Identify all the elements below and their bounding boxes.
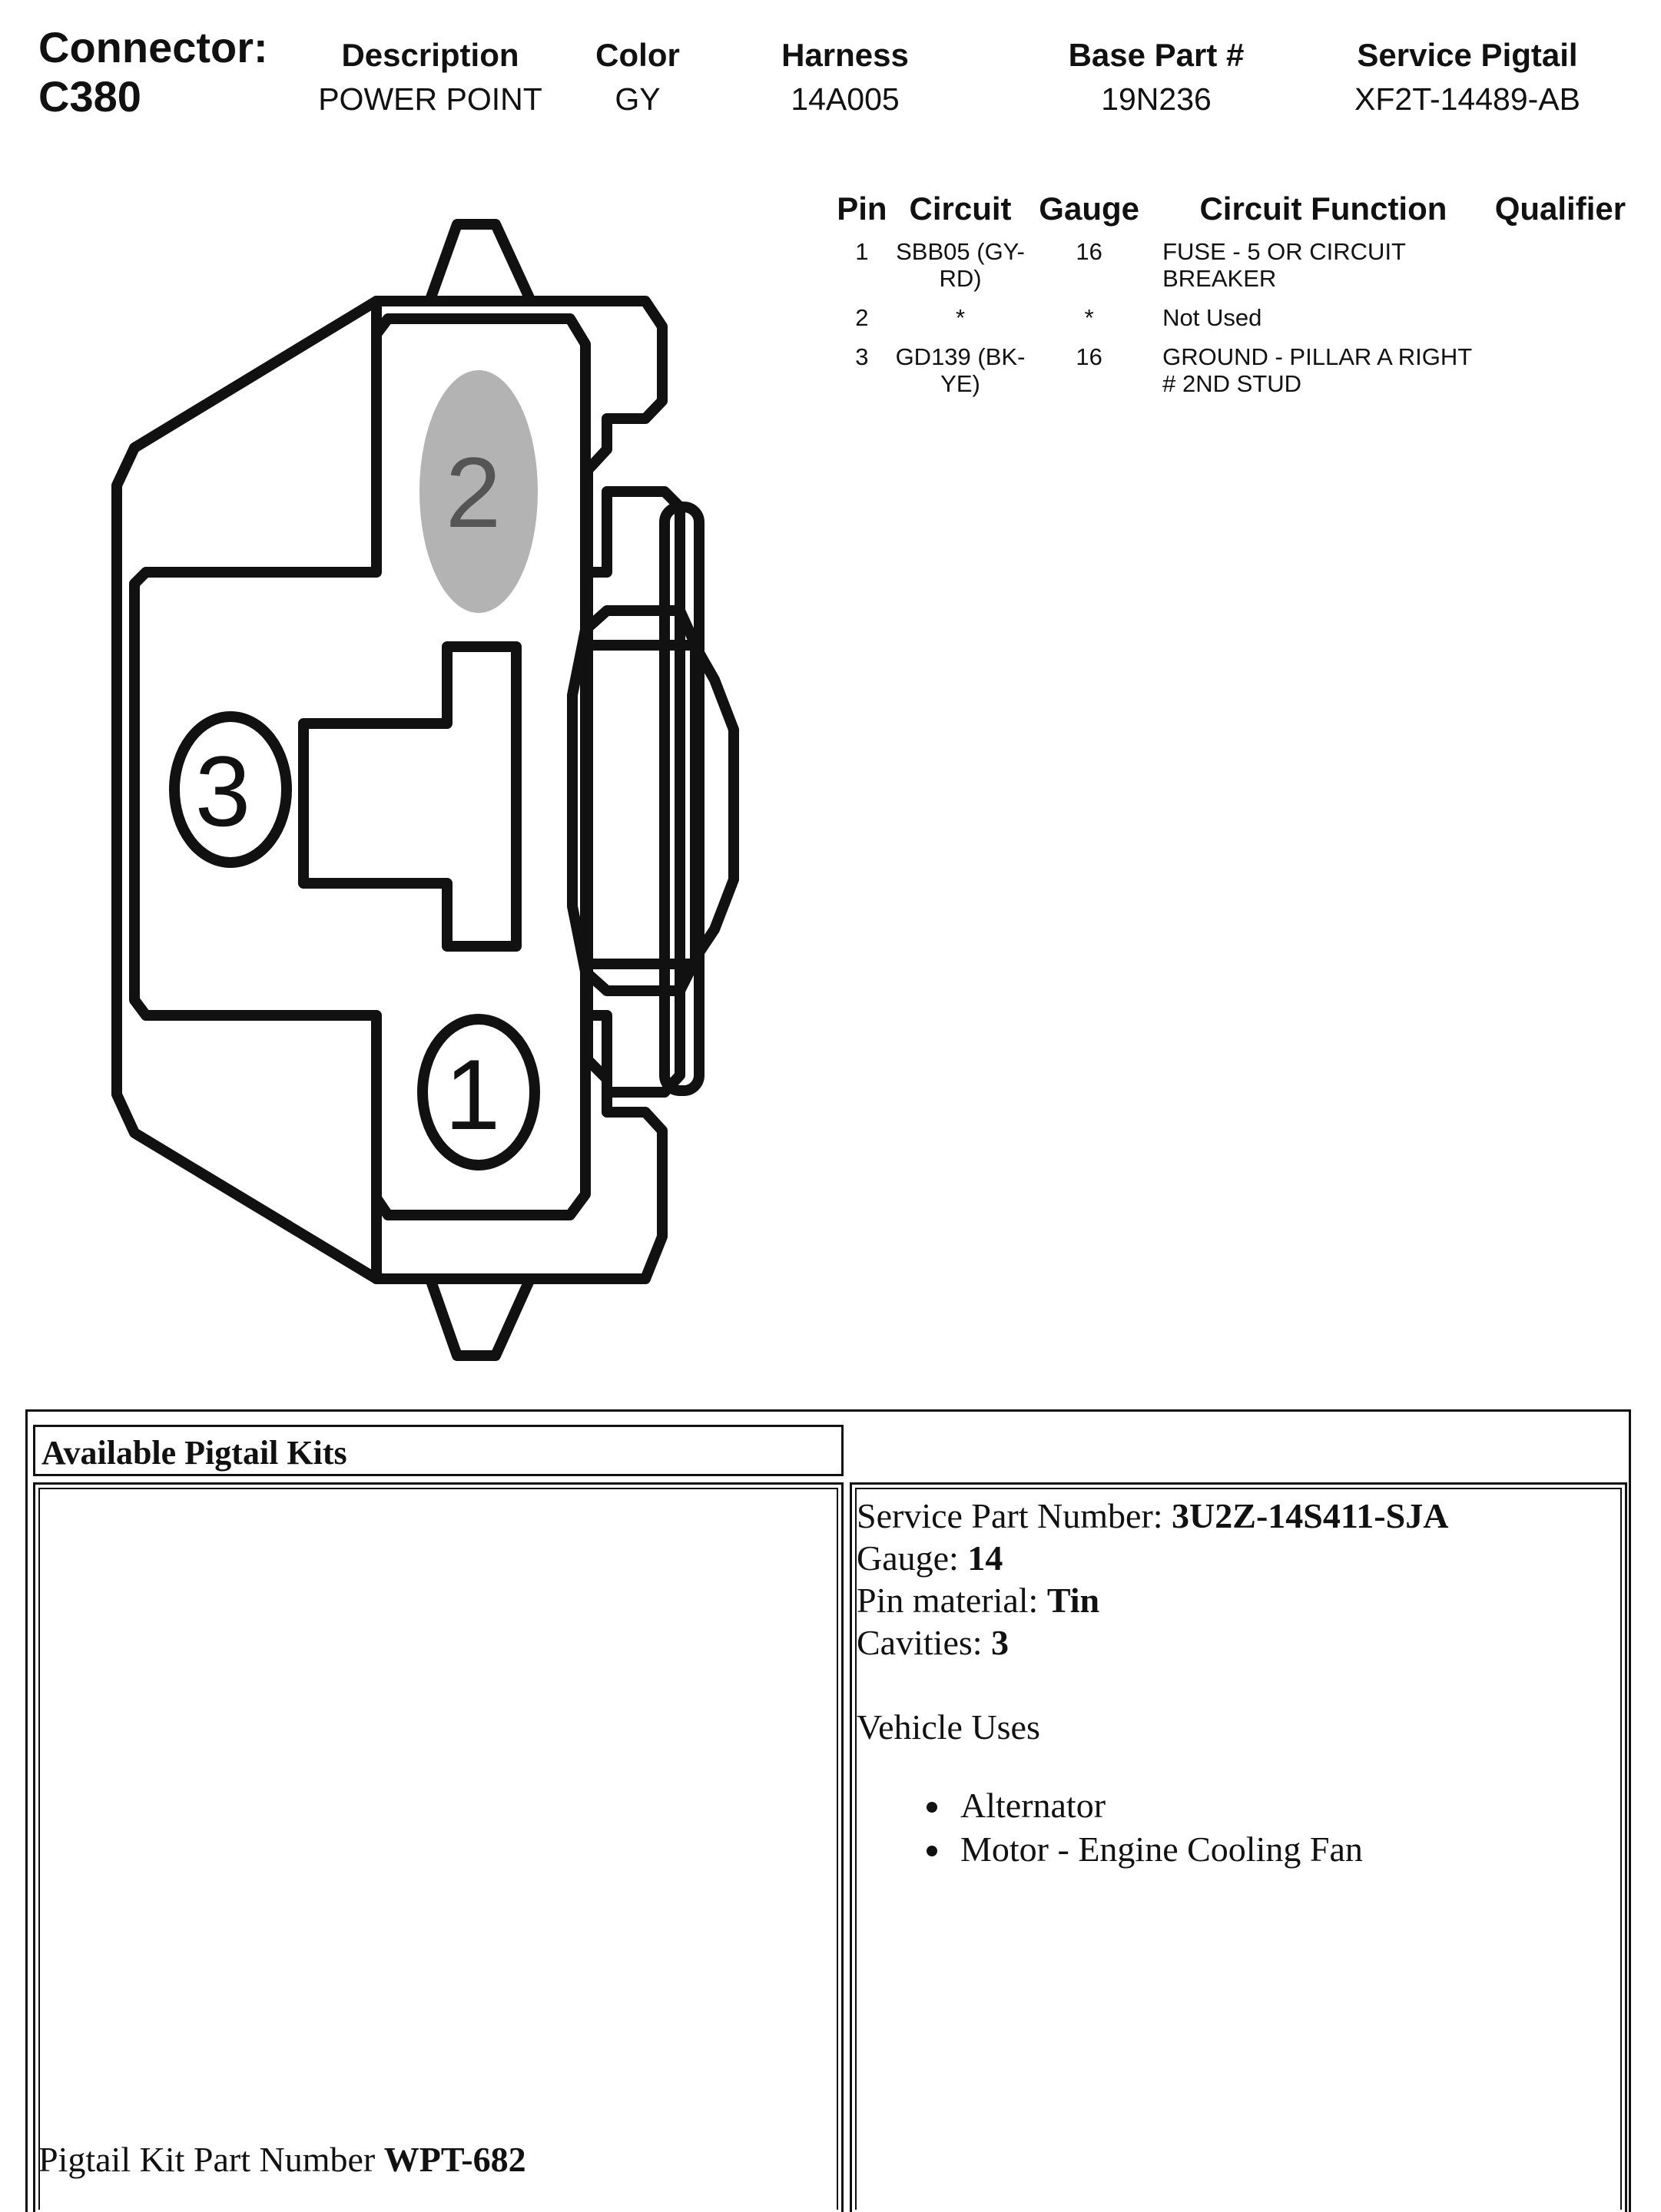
harness-label: Harness [781,37,909,73]
service-part-label: Service Part Number: [857,1496,1172,1535]
harness-value: 14A005 [791,81,900,117]
gauge-cell: * [1084,304,1094,331]
kit-left-panel-inner [38,1488,838,2210]
table-row [830,235,1636,301]
cavities-value: 3 [991,1623,1010,1662]
kit-part-value: WPT-682 [383,2140,526,2179]
gauge-spec-label: Gauge: [857,1538,968,1578]
gauge-cell: 16 [1076,238,1102,265]
kit-part-label: Pigtail Kit Part Number [38,2140,384,2179]
connector-diagram [108,219,753,1371]
pin-table-header [830,190,1636,235]
service-pigtail-label: Service Pigtail [1357,37,1578,73]
connector-id: C380 [38,72,141,121]
center-key [303,647,516,946]
table-row [830,340,1636,406]
connector-heading [38,23,268,121]
function-cell: FUSE - 5 OR CIRCUIT BREAKER [1162,238,1406,292]
vehicle-uses-list [907,1783,1363,1871]
pin-material-spec [857,1579,1099,1621]
service-pigtail-value: XF2T-14489-AB [1354,81,1580,117]
col-qualifier: Qualifier [1494,190,1626,227]
col-gauge: Gauge [1039,190,1139,227]
service-part-value: 3U2Z-14S411-SJA [1172,1496,1449,1535]
vehicle-uses-heading: Vehicle Uses [857,1707,1040,1747]
pin-cell: 3 [855,343,869,370]
circuit-cell: SBB05 (GY-RD) [896,238,1025,292]
qualifier-cell [1484,301,1636,340]
pin-3-label: 3 [194,735,251,847]
cavities-spec [857,1621,1009,1664]
pin-cell: 1 [855,238,869,265]
pigtail-kit-part-number [38,2139,526,2180]
pin-1-label: 1 [444,1038,501,1151]
pigtail-kits-title: Available Pigtail Kits [33,1425,844,1476]
list-item: • Alternator [953,1783,1363,1827]
gauge-cell: 16 [1076,343,1102,370]
pin-table [830,190,1636,406]
service-part-number [857,1495,1448,1537]
table-row [830,301,1636,340]
color-value: GY [615,81,661,117]
description-value: POWER POINT [318,81,542,117]
gauge-spec-value: 14 [967,1538,1003,1578]
gauge-spec [857,1537,1003,1579]
circuit-cell: GD139 (BK-YE) [895,343,1026,397]
connector-label: Connector: [38,23,268,71]
base-part-value: 19N236 [1101,81,1212,117]
description-label: Description [341,37,519,73]
col-circuit: Circuit [909,190,1012,227]
color-label: Color [595,37,680,73]
pin-material-label: Pin material: [857,1581,1047,1620]
pin-2-label: 2 [445,436,502,548]
top-latch [430,224,530,300]
base-part-label: Base Part # [1068,37,1245,73]
cavities-label: Cavities: [857,1623,992,1662]
pin-material-value: Tin [1046,1581,1100,1620]
pin-cell: 2 [855,304,869,331]
col-circuit-function: Circuit Function [1199,190,1447,227]
qualifier-cell [1484,340,1636,406]
circuit-cell: * [955,304,966,331]
bottom-latch [430,1279,530,1356]
function-cell: GROUND - PILLAR A RIGHT # 2ND STUD [1162,343,1472,397]
col-pin: Pin [837,190,887,227]
right-socket [572,611,734,991]
function-cell: Not Used [1162,304,1262,331]
qualifier-cell [1484,235,1636,301]
list-item: • Motor - Engine Cooling Fan [953,1827,1363,1871]
